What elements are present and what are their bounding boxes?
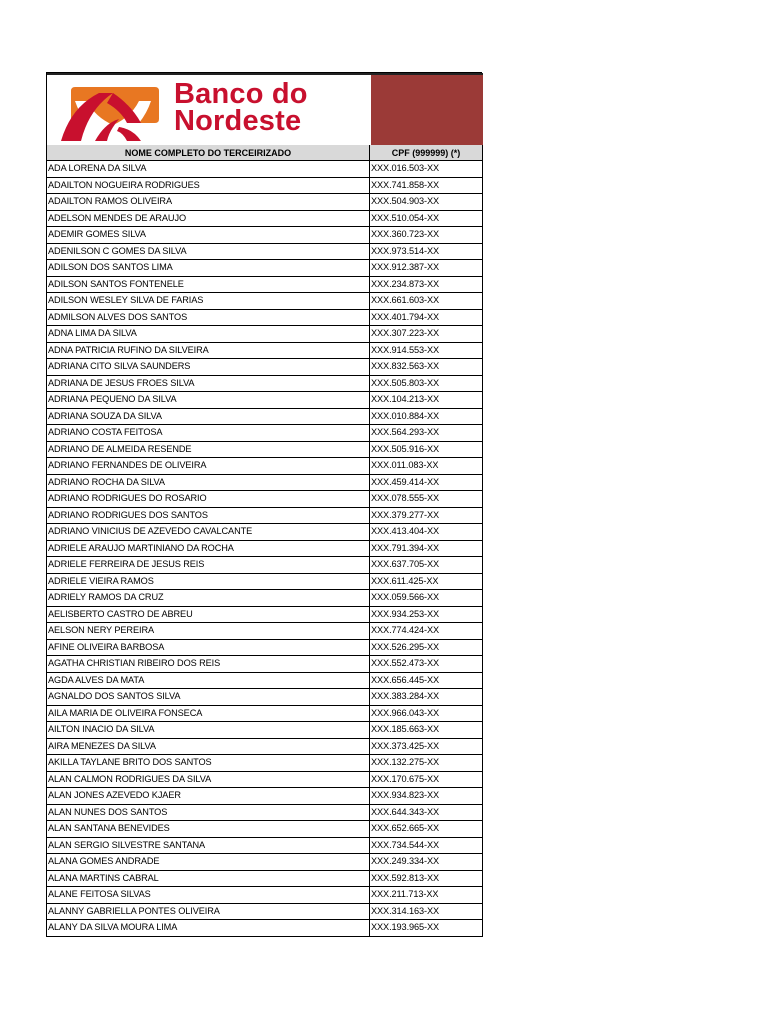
cell-cpf: XXX.249.334-XX [370, 854, 483, 871]
cell-cpf: XXX.973.514-XX [370, 243, 483, 260]
cell-name: ADRIELY RAMOS DA CRUZ [47, 590, 370, 607]
bank-name [174, 78, 308, 137]
cell-name: ADRIANO RODRIGUES DOS SANTOS [47, 507, 370, 524]
table-row [47, 326, 483, 343]
employee-table [46, 144, 483, 937]
cell-cpf: XXX.307.223-XX [370, 326, 483, 343]
cell-name: AELISBERTO CASTRO DE ABREU [47, 606, 370, 623]
banner-color-block [371, 73, 483, 145]
cell-name: ADAILTON NOGUEIRA RODRIGUES [47, 177, 370, 194]
cell-cpf: XXX.832.563-XX [370, 359, 483, 376]
banner-top-rule [47, 73, 483, 75]
cell-name: ADILSON DOS SANTOS LIMA [47, 260, 370, 277]
cell-cpf: XXX.132.275-XX [370, 755, 483, 772]
cell-cpf: XXX.360.723-XX [370, 227, 483, 244]
cell-cpf: XXX.078.555-XX [370, 491, 483, 508]
cell-cpf: XXX.661.603-XX [370, 293, 483, 310]
table-row [47, 392, 483, 409]
table-row [47, 590, 483, 607]
table-row [47, 788, 483, 805]
cell-name: AGATHA CHRISTIAN RIBEIRO DOS REIS [47, 656, 370, 673]
header-banner [46, 72, 482, 144]
cell-name: ALAN SERGIO SILVESTRE SANTANA [47, 837, 370, 854]
cell-name: ADENILSON C GOMES DA SILVA [47, 243, 370, 260]
cell-cpf: XXX.637.705-XX [370, 557, 483, 574]
cell-cpf: XXX.170.675-XX [370, 771, 483, 788]
cell-name: ALANY DA SILVA MOURA LIMA [47, 920, 370, 937]
cell-name: ADRIANA DE JESUS FROES SILVA [47, 375, 370, 392]
table-row [47, 441, 483, 458]
table-row [47, 375, 483, 392]
cell-name: ADILSON SANTOS FONTENELE [47, 276, 370, 293]
cell-cpf: XXX.741.858-XX [370, 177, 483, 194]
cell-cpf: XXX.526.295-XX [370, 639, 483, 656]
cell-name: ADELSON MENDES DE ARAUJO [47, 210, 370, 227]
table-row [47, 903, 483, 920]
cell-name: ADMILSON ALVES DOS SANTOS [47, 309, 370, 326]
table-row [47, 656, 483, 673]
cell-name: ADRIELE FERREIRA DE JESUS REIS [47, 557, 370, 574]
cell-name: AILA MARIA DE OLIVEIRA FONSECA [47, 705, 370, 722]
cell-cpf: XXX.234.873-XX [370, 276, 483, 293]
table-row [47, 755, 483, 772]
cell-name: ALANA MARTINS CABRAL [47, 870, 370, 887]
table-row [47, 260, 483, 277]
table-row [47, 606, 483, 623]
cell-name: ADA LORENA DA SILVA [47, 161, 370, 178]
cell-name: ALAN NUNES DOS SANTOS [47, 804, 370, 821]
cell-cpf: XXX.016.503-XX [370, 161, 483, 178]
table-row [47, 689, 483, 706]
column-header-name: NOME COMPLETO DO TERCEIRIZADO [47, 145, 370, 161]
table-row [47, 359, 483, 376]
cell-cpf: XXX.401.794-XX [370, 309, 483, 326]
cell-name: ALAN JONES AZEVEDO KJAER [47, 788, 370, 805]
cell-name: ADRIANA PEQUENO DA SILVA [47, 392, 370, 409]
table-row [47, 177, 483, 194]
cell-cpf: XXX.774.424-XX [370, 623, 483, 640]
cell-name: ALANA GOMES ANDRADE [47, 854, 370, 871]
table-row [47, 524, 483, 541]
cell-name: ADRIANO VINICIUS DE AZEVEDO CAVALCANTE [47, 524, 370, 541]
cell-cpf: XXX.185.663-XX [370, 722, 483, 739]
cell-cpf: XXX.104.213-XX [370, 392, 483, 409]
cell-cpf: XXX.552.473-XX [370, 656, 483, 673]
bank-name-line2: Nordeste [174, 105, 302, 137]
table-row [47, 161, 483, 178]
table-row [47, 458, 483, 475]
cell-name: ADILSON WESLEY SILVA DE FARIAS [47, 293, 370, 310]
cell-name: AFINE OLIVEIRA BARBOSA [47, 639, 370, 656]
table-row [47, 573, 483, 590]
cell-cpf: XXX.413.404-XX [370, 524, 483, 541]
table-header-row [47, 145, 483, 161]
cell-cpf: XXX.011.083-XX [370, 458, 483, 475]
cell-name: ADRIANO DE ALMEIDA RESENDE [47, 441, 370, 458]
cell-name: AILTON INACIO DA SILVA [47, 722, 370, 739]
cell-name: ALAN CALMON RODRIGUES DA SILVA [47, 771, 370, 788]
cell-cpf: XXX.934.823-XX [370, 788, 483, 805]
table-row [47, 557, 483, 574]
table-row [47, 804, 483, 821]
cell-cpf: XXX.193.965-XX [370, 920, 483, 937]
cell-cpf: XXX.314.163-XX [370, 903, 483, 920]
cell-cpf: XXX.059.566-XX [370, 590, 483, 607]
cell-name: ADRIANA CITO SILVA SAUNDERS [47, 359, 370, 376]
table-row [47, 821, 483, 838]
cell-name: AKILLA TAYLANE BRITO DOS SANTOS [47, 755, 370, 772]
cell-name: ADRIELE ARAUJO MARTINIANO DA ROCHA [47, 540, 370, 557]
cell-cpf: XXX.734.544-XX [370, 837, 483, 854]
bank-name-line1: Banco do [174, 78, 308, 110]
cell-name: ALAN SANTANA BENEVIDES [47, 821, 370, 838]
cell-cpf: XXX.966.043-XX [370, 705, 483, 722]
table-row [47, 276, 483, 293]
spreadsheet [46, 72, 482, 937]
logo-area [47, 73, 371, 145]
cell-name: AELSON NERY PEREIRA [47, 623, 370, 640]
table-row [47, 722, 483, 739]
cell-name: ADRIELE VIEIRA RAMOS [47, 573, 370, 590]
table-row [47, 243, 483, 260]
table-row [47, 672, 483, 689]
cell-name: ADEMIR GOMES SILVA [47, 227, 370, 244]
table-row [47, 738, 483, 755]
table-row [47, 705, 483, 722]
cell-name: ALANE FEITOSA SILVAS [47, 887, 370, 904]
cell-cpf: XXX.656.445-XX [370, 672, 483, 689]
cell-name: ADRIANO RODRIGUES DO ROSARIO [47, 491, 370, 508]
cell-cpf: XXX.379.277-XX [370, 507, 483, 524]
table-row [47, 293, 483, 310]
table-row [47, 227, 483, 244]
table-row [47, 342, 483, 359]
table-row [47, 491, 483, 508]
cell-name: ALANNY GABRIELLA PONTES OLIVEIRA [47, 903, 370, 920]
cell-name: AGNALDO DOS SANTOS SILVA [47, 689, 370, 706]
cell-cpf: XXX.010.884-XX [370, 408, 483, 425]
table-body [47, 161, 483, 937]
cell-name: ADNA PATRICIA RUFINO DA SILVEIRA [47, 342, 370, 359]
cell-cpf: XXX.934.253-XX [370, 606, 483, 623]
cell-cpf: XXX.791.394-XX [370, 540, 483, 557]
cell-cpf: XXX.505.916-XX [370, 441, 483, 458]
table-row [47, 210, 483, 227]
cell-cpf: XXX.373.425-XX [370, 738, 483, 755]
table-row [47, 639, 483, 656]
cell-name: ADAILTON RAMOS OLIVEIRA [47, 194, 370, 211]
cell-cpf: XXX.644.343-XX [370, 804, 483, 821]
bank-logo-icon [61, 83, 163, 143]
table-row [47, 870, 483, 887]
table-row [47, 309, 483, 326]
table-row [47, 920, 483, 937]
cell-cpf: XXX.592.813-XX [370, 870, 483, 887]
table-row [47, 474, 483, 491]
table-row [47, 623, 483, 640]
cell-cpf: XXX.510.054-XX [370, 210, 483, 227]
cell-name: ADNA LIMA DA SILVA [47, 326, 370, 343]
cell-cpf: XXX.611.425-XX [370, 573, 483, 590]
cell-name: ADRIANO ROCHA DA SILVA [47, 474, 370, 491]
column-header-cpf: CPF (999999) (*) [370, 145, 483, 161]
table-row [47, 540, 483, 557]
table-row [47, 408, 483, 425]
cell-cpf: XXX.459.414-XX [370, 474, 483, 491]
cell-cpf: XXX.383.284-XX [370, 689, 483, 706]
cell-name: AIRA MENEZES DA SILVA [47, 738, 370, 755]
table-row [47, 771, 483, 788]
cell-cpf: XXX.652.665-XX [370, 821, 483, 838]
table-row [47, 425, 483, 442]
table-row [47, 854, 483, 871]
cell-cpf: XXX.914.553-XX [370, 342, 483, 359]
cell-cpf: XXX.564.293-XX [370, 425, 483, 442]
cell-cpf: XXX.211.713-XX [370, 887, 483, 904]
cell-name: ADRIANO FERNANDES DE OLIVEIRA [47, 458, 370, 475]
cell-cpf: XXX.912.387-XX [370, 260, 483, 277]
table-row [47, 887, 483, 904]
cell-cpf: XXX.505.803-XX [370, 375, 483, 392]
table-row [47, 507, 483, 524]
cell-name: ADRIANO COSTA FEITOSA [47, 425, 370, 442]
cell-name: AGDA ALVES DA MATA [47, 672, 370, 689]
table-row [47, 194, 483, 211]
cell-name: ADRIANA SOUZA DA SILVA [47, 408, 370, 425]
table-row [47, 837, 483, 854]
cell-cpf: XXX.504.903-XX [370, 194, 483, 211]
